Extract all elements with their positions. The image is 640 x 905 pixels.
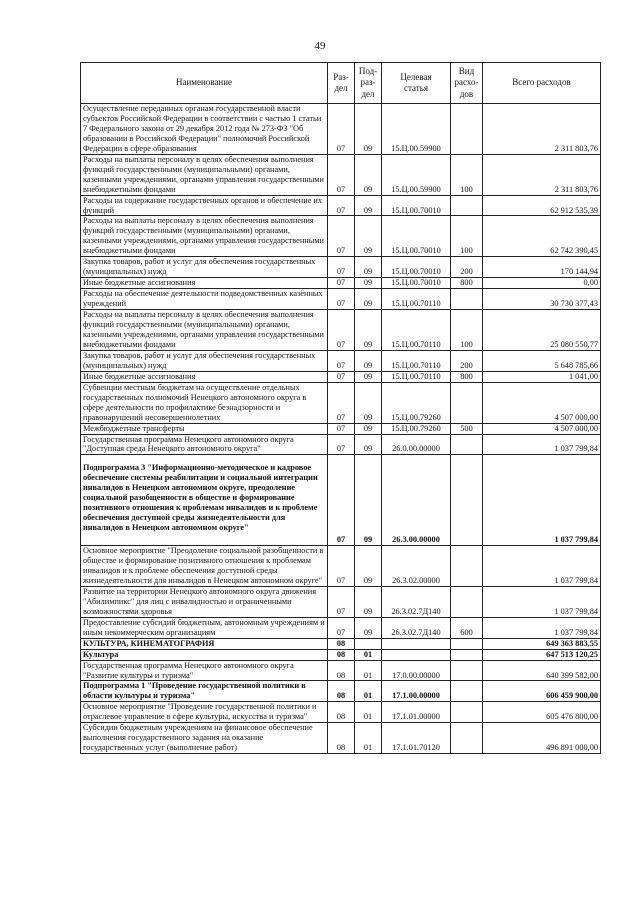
expense-type-cell: 200: [451, 257, 483, 278]
total-cell: 1 037 799,84: [483, 546, 601, 587]
header-expense-type: Вид расхо- дов: [451, 63, 483, 104]
target-cell: 15.Ц.00.79260: [382, 382, 451, 423]
total-cell: 649 363 883,55: [483, 638, 601, 649]
total-cell: 647 513 120,25: [483, 649, 601, 660]
total-cell: 5 648 785,66: [483, 350, 601, 371]
section-cell: 07: [328, 310, 355, 351]
subsection-cell: 09: [355, 586, 382, 617]
section-cell: 08: [328, 660, 355, 681]
section-cell: 08: [328, 702, 355, 723]
total-cell: 62 742 390,45: [483, 216, 601, 257]
table-row: [81, 660, 601, 681]
subsection-cell: [355, 638, 382, 649]
section-cell: 07: [328, 216, 355, 257]
subsection-cell: 09: [355, 434, 382, 455]
section-cell: 07: [328, 257, 355, 278]
name-cell: Основное мероприятие "Проведение государственной политики и отраслевое управление в сфере культуры, искусства и туризма": [81, 702, 328, 723]
table-row: [81, 455, 601, 546]
name-cell: Закупка товаров, работ и услуг для обеспечения государственных (муниципальных) нужд: [81, 350, 328, 371]
name-cell: Основное мероприятие "Преодоление социальной разобщенности в обществе и формирование позитивного отношения к проблемам инвалидов и к проблеме обеспечения доступной среды жизнедеятельности для инвалидов в Ненецком автономном округе": [81, 546, 328, 587]
expense-type-cell: [451, 649, 483, 660]
total-cell: 2 311 803,76: [483, 154, 601, 195]
expense-type-cell: [451, 638, 483, 649]
expense-type-cell: [451, 681, 483, 702]
total-cell: 496 891 000,00: [483, 723, 601, 754]
name-cell: Расходы на выплаты персоналу в целях обеспечения выполнения функций государственными (муниципальными) органами, казенными учреждениями, органами управления государственными внебюджетными фондами: [81, 216, 328, 257]
expense-type-cell: [451, 546, 483, 587]
target-cell: 15.Ц.00.70110: [382, 289, 451, 310]
table-row: [81, 681, 601, 702]
subsection-cell: 09: [355, 104, 382, 155]
name-cell: Государственная программа Ненецкого автономного округа "Развитие культуры и туризма": [81, 660, 328, 681]
table-row: [81, 154, 601, 195]
name-cell: Иные бюджетные ассигнования: [81, 371, 328, 382]
table-row: [81, 289, 601, 310]
expense-type-cell: [451, 195, 483, 216]
header-section: Раз- дел: [328, 63, 355, 104]
table-row: [81, 216, 601, 257]
total-cell: 62 912 535,39: [483, 195, 601, 216]
table-row: [81, 723, 601, 754]
target-cell: [382, 649, 451, 660]
total-cell: 640 399 582,00: [483, 660, 601, 681]
target-cell: 15.Ц.00.70110: [382, 350, 451, 371]
expense-type-cell: 200: [451, 350, 483, 371]
target-cell: 15.Ц.00.70110: [382, 310, 451, 351]
subsection-cell: 09: [355, 257, 382, 278]
target-cell: 17.0.00.00000: [382, 660, 451, 681]
section-cell: 07: [328, 154, 355, 195]
section-cell: 07: [328, 104, 355, 155]
header-target: Целевая статья: [382, 63, 451, 104]
subsection-cell: 09: [355, 216, 382, 257]
total-cell: 4 507 000,00: [483, 382, 601, 423]
total-cell: 1 037 799,84: [483, 586, 601, 617]
target-cell: 15.Ц.00.79260: [382, 423, 451, 434]
name-cell: Субсидии бюджетным учреждениям на финансовое обеспечение выполнения государственного задания на оказание государственных услуг (выполнение работ): [81, 723, 328, 754]
header-subsection: Под- раз- дел: [355, 63, 382, 104]
table-row: [81, 350, 601, 371]
total-cell: 25 080 550,77: [483, 310, 601, 351]
name-cell: КУЛЬТУРА, КИНЕМАТОГРАФИЯ: [81, 638, 328, 649]
total-cell: 1 041,00: [483, 371, 601, 382]
target-cell: 15.Ц.00.59900: [382, 154, 451, 195]
expense-type-cell: [451, 455, 483, 546]
budget-table: [80, 62, 601, 754]
target-cell: 26.3.02.7Д140: [382, 617, 451, 638]
target-cell: 15.Ц.00.59900: [382, 104, 451, 155]
target-cell: 17.1.00.00000: [382, 681, 451, 702]
total-cell: 170 144,94: [483, 257, 601, 278]
name-cell: Иные бюджетные ассигнования: [81, 278, 328, 289]
section-cell: 08: [328, 649, 355, 660]
name-cell: Расходы на выплаты персоналу в целях обеспечения выполнения функций государственными (муниципальными) органами, казенными учреждениями, органами управления государственными внебюджетными фондами: [81, 310, 328, 351]
section-cell: 08: [328, 638, 355, 649]
total-cell: 2 311 803,76: [483, 104, 601, 155]
section-cell: 07: [328, 586, 355, 617]
target-cell: 17.1.01.00000: [382, 702, 451, 723]
section-cell: 07: [328, 350, 355, 371]
total-cell: 0,00: [483, 278, 601, 289]
subsection-cell: 01: [355, 723, 382, 754]
total-cell: 4 507 000,00: [483, 423, 601, 434]
header-name: Наименование: [81, 63, 328, 104]
subsection-cell: 01: [355, 660, 382, 681]
section-cell: 07: [328, 546, 355, 587]
section-cell: 07: [328, 382, 355, 423]
subsection-cell: 01: [355, 681, 382, 702]
expense-type-cell: [451, 104, 483, 155]
expense-type-cell: 100: [451, 310, 483, 351]
section-cell: 07: [328, 617, 355, 638]
name-cell: Межбюджетные трансферты: [81, 423, 328, 434]
subsection-cell: 09: [355, 195, 382, 216]
table-row: [81, 104, 601, 155]
name-cell: Расходы на выплаты персоналу в целях обеспечения выполнения функций государственными (муниципальными) органами, казенными учреждениями, органами управления государственными внебюджетными фондами: [81, 154, 328, 195]
name-cell: Предоставление субсидий бюджетным, автономным учреждениям и иным некоммерческим организациям: [81, 617, 328, 638]
total-cell: 1 037 799,84: [483, 434, 601, 455]
section-cell: 07: [328, 434, 355, 455]
section-cell: 07: [328, 423, 355, 434]
table-header-row: [81, 63, 601, 104]
target-cell: 15.Ц.00.70010: [382, 195, 451, 216]
table-row: [81, 423, 601, 434]
section-cell: 07: [328, 371, 355, 382]
subsection-cell: 09: [355, 546, 382, 587]
table-row: [81, 371, 601, 382]
section-cell: 07: [328, 195, 355, 216]
target-cell: 15.Ц.00.70010: [382, 257, 451, 278]
expense-type-cell: 600: [451, 617, 483, 638]
subsection-cell: 09: [355, 423, 382, 434]
subsection-cell: 09: [355, 455, 382, 546]
expense-type-cell: [451, 702, 483, 723]
subsection-cell: 09: [355, 382, 382, 423]
expense-type-cell: [451, 434, 483, 455]
name-cell: Подпрограмма 3 "Информационно-методическое и кадровое обеспечение системы реабилитации и социальной интеграции инвалидов в Ненецком автономном округе, преодоление социальной разобщенности в обществе и формирование позитивного отношения к проблемам инвалидов и к проблеме обеспечения доступной среды жизнедеятельности для инвалидов в Ненецком автономном округе": [81, 455, 328, 546]
target-cell: 26.3.02.7Д140: [382, 586, 451, 617]
target-cell: [382, 638, 451, 649]
expense-type-cell: 800: [451, 371, 483, 382]
table-row: [81, 649, 601, 660]
table-row: [81, 617, 601, 638]
name-cell: Культура: [81, 649, 328, 660]
page-number: 49: [314, 40, 326, 52]
total-cell: 605 476 800,00: [483, 702, 601, 723]
section-cell: 07: [328, 289, 355, 310]
total-cell: 1 037 799,84: [483, 455, 601, 546]
table-row: [81, 638, 601, 649]
section-cell: 07: [328, 455, 355, 546]
expense-type-cell: [451, 586, 483, 617]
name-cell: Субвенции местным бюджетам на осуществление отдельных государственных полномочий Ненецкого автономного округа в сфере деятельности по профилактике безнадзорности и правонарушений несовершеннолетних: [81, 382, 328, 423]
name-cell: Государственная программа Ненецкого автономного округа "Доступная среда Ненецкого автономного округа": [81, 434, 328, 455]
table-row: [81, 434, 601, 455]
target-cell: 15.Ц.00.70010: [382, 278, 451, 289]
total-cell: 1 037 799,84: [483, 617, 601, 638]
section-cell: 08: [328, 723, 355, 754]
target-cell: 15.Ц.00.70110: [382, 371, 451, 382]
target-cell: 26.3.00.00000: [382, 455, 451, 546]
subsection-cell: 09: [355, 278, 382, 289]
expense-type-cell: 100: [451, 154, 483, 195]
expense-type-cell: 500: [451, 423, 483, 434]
expense-type-cell: 800: [451, 278, 483, 289]
name-cell: Осуществление переданных органам государственной власти субъектов Российской Федерации в соответствии с частью 1 статьи 7 Федерального закона от 29 декабря 2012 года № 273-ФЗ "Об образовании в Российской Федерации" полномочий Российской Федерации в сфере образования: [81, 104, 328, 155]
table-body: [81, 104, 601, 754]
subsection-cell: 09: [355, 310, 382, 351]
subsection-cell: 01: [355, 702, 382, 723]
table-row: [81, 310, 601, 351]
subsection-cell: 09: [355, 154, 382, 195]
table-row: [81, 278, 601, 289]
subsection-cell: 01: [355, 649, 382, 660]
header-total: Всего расходов: [483, 63, 601, 104]
name-cell: Расходы на обеспечение деятельности подведомственных казённых учреждений: [81, 289, 328, 310]
expense-type-cell: [451, 289, 483, 310]
name-cell: Расходы на содержание государственных органов и обеспечение их функций: [81, 195, 328, 216]
subsection-cell: 09: [355, 350, 382, 371]
name-cell: Подпрограмма 1 "Проведение государственной политики в области культуры и туризма": [81, 681, 328, 702]
expense-type-cell: 100: [451, 216, 483, 257]
name-cell: Развитие на территории Ненецкого автономного округа движения "Абилимпикс" для лиц с инвалидностью и ограниченными возможностями здоровья: [81, 586, 328, 617]
target-cell: 15.Ц.00.70010: [382, 216, 451, 257]
table-row: [81, 546, 601, 587]
section-cell: 08: [328, 681, 355, 702]
table-row: [81, 586, 601, 617]
expense-type-cell: [451, 660, 483, 681]
table-row: [81, 702, 601, 723]
table-row: [81, 195, 601, 216]
section-cell: 07: [328, 278, 355, 289]
table-row: [81, 382, 601, 423]
total-cell: 30 730 377,43: [483, 289, 601, 310]
total-cell: 606 459 900,00: [483, 681, 601, 702]
expense-type-cell: [451, 382, 483, 423]
subsection-cell: 09: [355, 617, 382, 638]
subsection-cell: 09: [355, 371, 382, 382]
name-cell: Закупка товаров, работ и услуг для обеспечения государственных (муниципальных) нужд: [81, 257, 328, 278]
expense-type-cell: [451, 723, 483, 754]
target-cell: 17.1.01.70120: [382, 723, 451, 754]
subsection-cell: 09: [355, 289, 382, 310]
table-row: [81, 257, 601, 278]
target-cell: 26.3.02.00000: [382, 546, 451, 587]
target-cell: 26.0.00.00000: [382, 434, 451, 455]
